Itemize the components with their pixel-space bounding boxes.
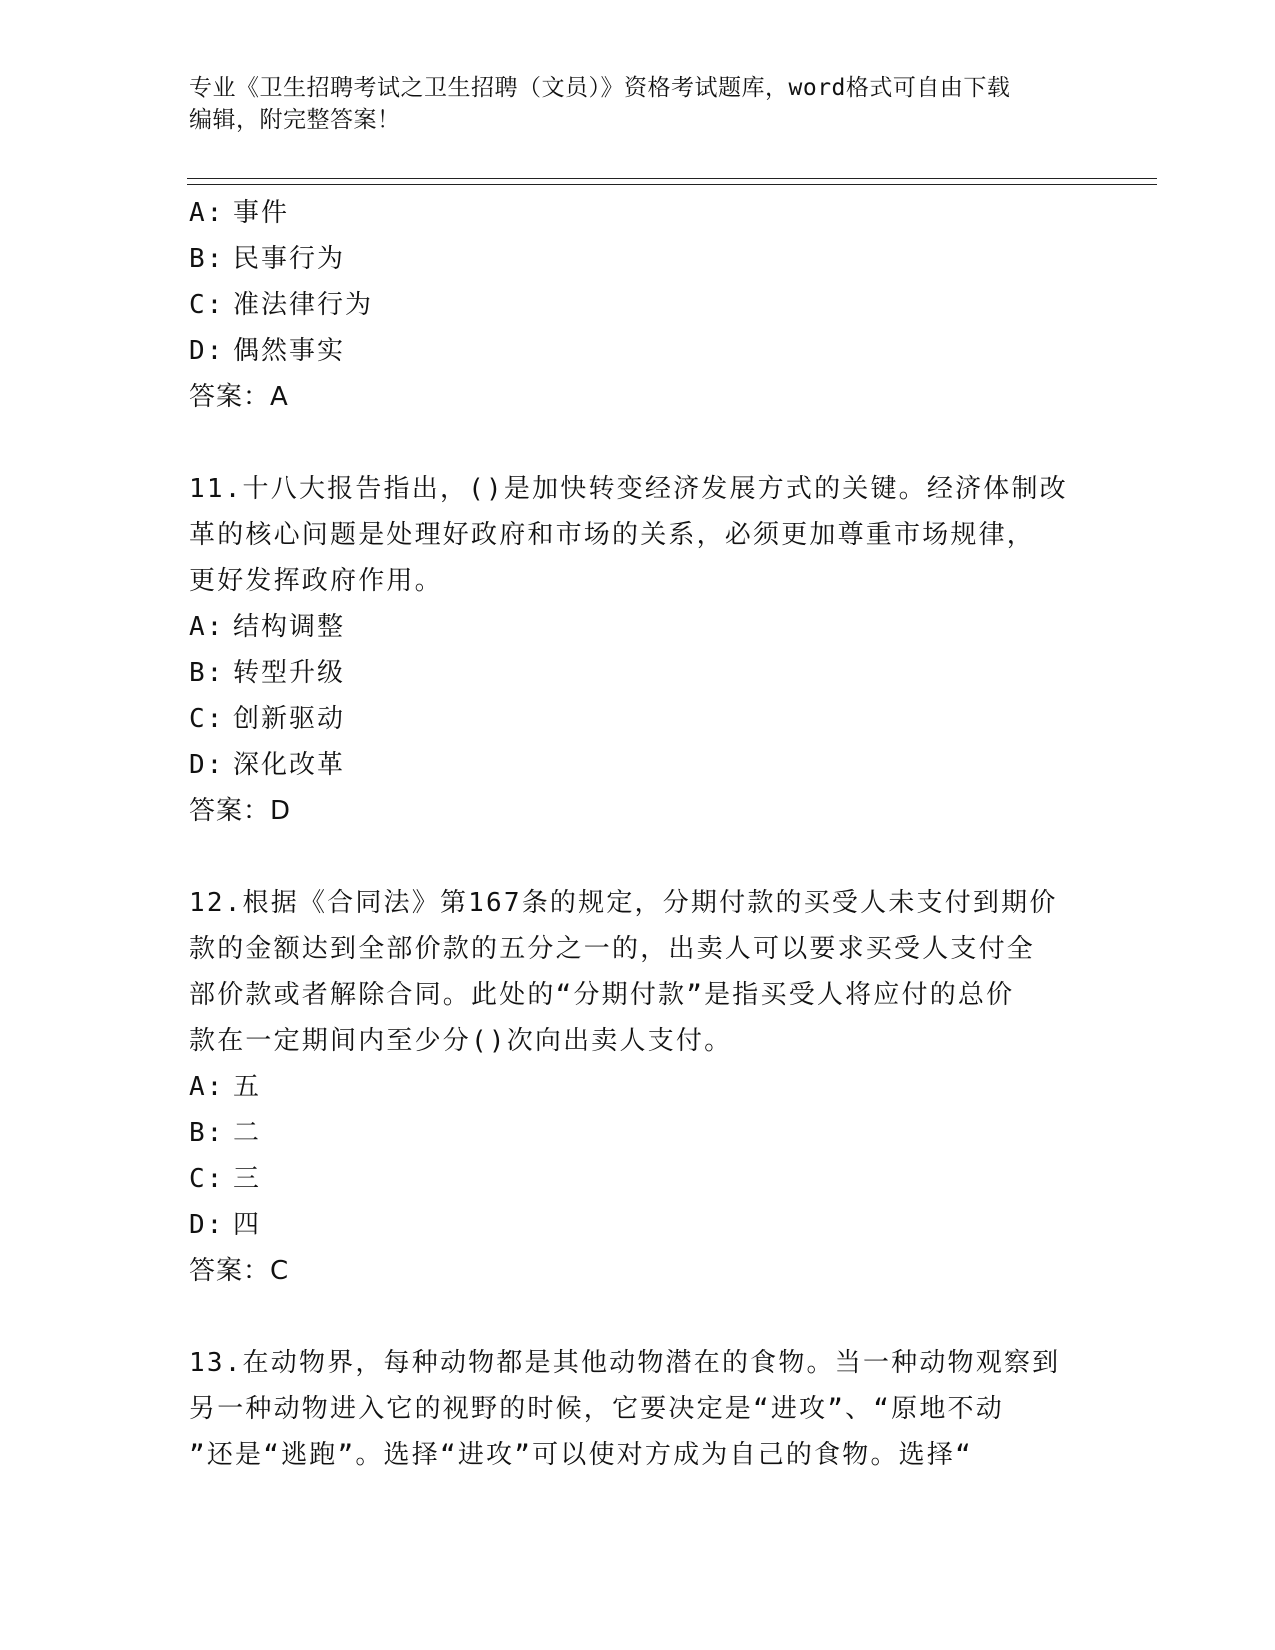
option-c: C: 创新驱动 — [189, 704, 346, 734]
question-text-line: 13.在动物界，每种动物都是其他动物潜在的食物。当一种动物观察到 — [189, 1348, 1061, 1378]
option-d: D: 深化改革 — [189, 750, 346, 780]
question-list — [189, 190, 1089, 1478]
question-text-line: 11.十八大报告指出，()是加快转变经济发展方式的关键。经济体制改 — [189, 474, 1068, 504]
question-text-line: 12.根据《合同法》第167条的规定，分期付款的买受人未支付到期价 — [189, 888, 1058, 918]
answer-line: 答案：D — [189, 796, 292, 826]
document-header — [189, 72, 1089, 136]
question-text-line: 革的核心问题是处理好政府和市场的关系，必须更加尊重市场规律， — [189, 520, 1036, 550]
question-10 — [189, 190, 1089, 420]
question-text-line: 部价款或者解除合同。此处的“分期付款”是指买受人将应付的总价 — [189, 980, 1015, 1010]
question-text — [189, 880, 1089, 1064]
question-text-line: ”还是“逃跑”。选择“进攻”可以使对方成为自己的食物。选择“ — [189, 1440, 973, 1470]
question-text-line: 款的金额达到全部价款的五分之一的，出卖人可以要求买受人支付全 — [189, 934, 1036, 964]
header-line-1: 专业《卫生招聘考试之卫生招聘（文员）》资格考试题库，word格式可自由下载 — [189, 75, 1011, 101]
question-text — [189, 466, 1089, 604]
option-c: C: 准法律行为 — [189, 290, 374, 320]
option-d: D: 四 — [189, 1210, 262, 1240]
question-text-line: 更好发挥政府作用。 — [189, 566, 443, 596]
question-13 — [189, 1340, 1089, 1478]
option-d: D: 偶然事实 — [189, 336, 346, 366]
option-a: A: 五 — [189, 1072, 262, 1102]
option-a: A: 结构调整 — [189, 612, 346, 642]
question-text-line: 另一种动物进入它的视野的时候，它要决定是“进攻”、“原地不动 — [189, 1394, 1004, 1424]
question-11 — [189, 466, 1089, 834]
header-divider-top — [187, 178, 1157, 179]
question-12 — [189, 880, 1089, 1294]
option-b: B: 民事行为 — [189, 244, 346, 274]
header-line-2: 编辑，附完整答案！ — [189, 107, 401, 133]
question-text — [189, 1340, 1089, 1478]
option-a: A: 事件 — [189, 198, 290, 228]
answer-line: 答案：C — [189, 1256, 290, 1286]
option-b: B: 二 — [189, 1118, 262, 1148]
option-c: C: 三 — [189, 1164, 262, 1194]
header-divider-bottom — [187, 184, 1157, 185]
answer-line: 答案：A — [189, 382, 289, 412]
question-text-line: 款在一定期间内至少分()次向出卖人支付。 — [189, 1026, 733, 1056]
option-b: B: 转型升级 — [189, 658, 346, 688]
